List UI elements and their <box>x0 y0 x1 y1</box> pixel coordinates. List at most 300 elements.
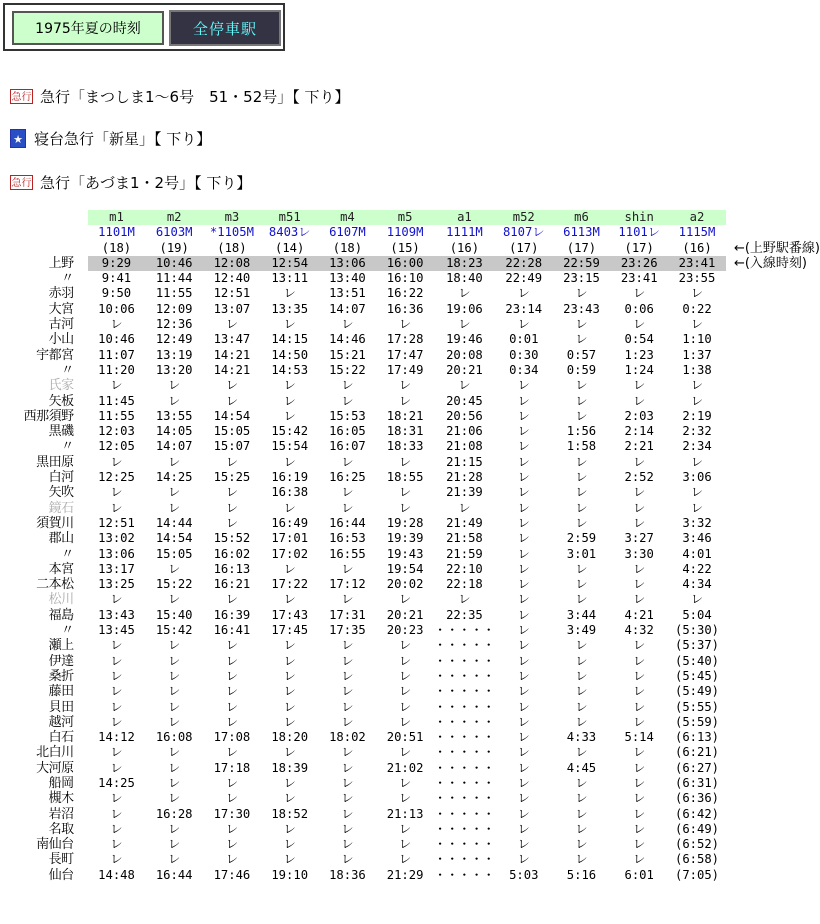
time-cell: 2:52 <box>624 470 654 485</box>
time-cell: 5:03 <box>509 867 539 882</box>
station-name: 船岡 <box>48 775 74 791</box>
train-link-1[interactable] <box>10 126 211 150</box>
timetable-row <box>0 761 820 776</box>
time-cell: レ <box>168 592 181 607</box>
time-cell: 0:30 <box>509 347 539 362</box>
time-cell: レ <box>341 317 354 332</box>
time-cell: レ <box>575 638 588 653</box>
time-cell: レ <box>517 653 530 668</box>
time-cell: 18:31 <box>386 424 424 439</box>
station-name: 槻木 <box>48 791 74 807</box>
time-cell: レ <box>517 485 530 500</box>
platform-row-cell: (17) <box>509 240 539 255</box>
time-cell: 0:01 <box>509 332 539 347</box>
time-cell: ・・・・・ <box>433 668 495 683</box>
time-cell: 14:21 <box>213 362 251 377</box>
time-cell: 20:21 <box>446 362 483 377</box>
platform-row-cell: (18) <box>101 240 132 255</box>
time-cell: レ <box>575 806 588 821</box>
time-cell: レ <box>399 653 412 668</box>
time-cell: レ <box>690 500 704 515</box>
station-name: 本宮 <box>48 561 74 577</box>
timetable-row <box>0 332 820 347</box>
arrival-note: ←(入線時刻) <box>733 255 807 271</box>
time-cell: 21:49 <box>446 515 483 530</box>
time-cell: 16:39 <box>213 607 251 622</box>
train-code-row-cell: m1 <box>88 210 146 225</box>
time-cell: 12:25 <box>98 470 135 485</box>
time-cell: レ <box>517 408 530 423</box>
time-cell: レ <box>633 745 646 760</box>
time-cell: レ <box>283 500 296 515</box>
time-cell: レ <box>633 500 646 515</box>
time-cell: 21:08 <box>446 439 483 454</box>
timetable-row <box>0 592 820 607</box>
time-cell: 5:14 <box>624 730 654 745</box>
train-number-row-cell: 8403レ <box>268 225 311 240</box>
time-cell: レ <box>168 500 181 515</box>
time-cell: レ <box>168 653 181 668</box>
time-cell: レ <box>110 684 123 699</box>
time-cell: 12:05 <box>98 439 135 454</box>
time-cell: レ <box>168 791 181 806</box>
time-cell: レ <box>283 378 296 393</box>
time-cell: レ <box>633 561 646 576</box>
platform-row <box>0 241 820 256</box>
time-cell: 22:35 <box>446 607 483 622</box>
time-cell: レ <box>517 714 530 729</box>
timetable-row <box>0 730 820 745</box>
time-cell: 21:13 <box>386 806 424 821</box>
time-cell: レ <box>575 592 588 607</box>
time-cell: レ <box>168 454 181 469</box>
time-cell: レ <box>225 745 238 760</box>
timetable-row <box>0 317 820 332</box>
time-cell: レ <box>341 500 354 515</box>
time-cell: レ <box>575 837 588 852</box>
time-cell: 21:28 <box>446 470 483 485</box>
time-cell: レ <box>633 454 646 469</box>
time-cell: レ <box>110 699 123 714</box>
time-cell: レ <box>399 485 412 500</box>
time-cell: 17:30 <box>213 806 251 821</box>
time-cell: レ <box>110 317 123 332</box>
time-cell: レ <box>341 638 354 653</box>
time-cell: レ <box>517 806 530 821</box>
time-cell: 14:25 <box>155 470 193 485</box>
time-cell: レ <box>110 485 123 500</box>
time-cell: レ <box>399 454 412 469</box>
station-name: 越河 <box>48 714 74 730</box>
time-cell: ・・・・・ <box>433 745 495 760</box>
time-cell: レ <box>225 653 238 668</box>
station-name: 須賀川 <box>36 515 74 531</box>
time-cell: 13:17 <box>98 561 135 576</box>
station-header-blank <box>0 241 88 256</box>
train-number-row-cell: 1115M <box>678 225 716 240</box>
time-cell: レ <box>168 775 181 790</box>
time-cell: レ <box>225 668 238 683</box>
time-cell: レ <box>341 806 354 821</box>
time-cell: ・・・・・ <box>433 714 495 729</box>
time-cell: ・・・・・ <box>433 730 495 745</box>
time-cell: ・・・・・ <box>433 775 495 790</box>
time-cell: 19:06 <box>446 301 483 316</box>
time-cell: 20:51 <box>386 730 424 745</box>
train-number-row-cell: 8107レ <box>502 225 545 240</box>
time-cell: ・・・・・ <box>433 684 495 699</box>
train-code-row <box>0 210 820 225</box>
time-cell: 12:51 <box>213 286 251 301</box>
time-cell: 17:01 <box>271 531 309 546</box>
time-cell: 19:39 <box>386 531 424 546</box>
time-cell: 11:07 <box>98 347 135 362</box>
time-cell: レ <box>168 378 181 393</box>
time-cell: レ <box>341 485 354 500</box>
time-cell: 2:19 <box>682 408 712 423</box>
time-cell: レ <box>225 454 238 469</box>
time-cell: レ <box>341 760 354 775</box>
time-cell: レ <box>341 561 354 576</box>
time-cell: 9:41 <box>101 271 132 286</box>
time-cell: レ <box>517 561 530 576</box>
time-cell: レ <box>399 775 412 790</box>
time-cell: 17:45 <box>271 623 309 638</box>
time-cell: 1:24 <box>624 362 654 377</box>
time-cell: レ <box>225 515 238 530</box>
station-name: 小山 <box>48 332 74 348</box>
timetable-row <box>0 745 820 760</box>
time-cell: 17:08 <box>213 730 251 745</box>
time-cell: 1:58 <box>566 439 597 454</box>
time-cell: レ <box>575 791 588 806</box>
tab-1975-summer[interactable]: 1975年夏の時刻 <box>12 11 164 45</box>
time-cell: レ <box>517 317 530 332</box>
time-cell: 16:08 <box>155 730 193 745</box>
time-cell: 15:25 <box>213 470 251 485</box>
time-cell: 23:41 <box>620 271 658 286</box>
time-cell: 13:45 <box>98 623 135 638</box>
time-cell: ・・・・・ <box>433 760 495 775</box>
time-cell: 14:46 <box>329 332 366 347</box>
time-cell: 17:02 <box>271 546 309 561</box>
time-cell: レ <box>575 577 588 592</box>
time-cell: 10:06 <box>98 301 135 316</box>
train-code-row-cell: m52 <box>495 210 553 225</box>
time-cell: レ <box>633 775 646 790</box>
time-cell: 16:07 <box>329 439 366 454</box>
time-cell: レ <box>168 638 181 653</box>
time-cell: 21:02 <box>386 760 424 775</box>
time-cell: レ <box>168 852 181 867</box>
time-cell: 2:34 <box>682 439 712 454</box>
train-link-2[interactable] <box>10 170 251 194</box>
station-name: 古河 <box>48 317 74 333</box>
time-cell: レ <box>399 500 412 515</box>
time-cell: ・・・・・ <box>433 806 495 821</box>
time-cell: レ <box>399 821 412 836</box>
time-cell: レ <box>399 837 412 852</box>
time-cell: レ <box>633 806 646 821</box>
time-cell: レ <box>110 837 123 852</box>
time-cell: レ <box>110 378 123 393</box>
time-cell: 16:13 <box>213 561 251 576</box>
station-name: 桑折 <box>48 668 74 684</box>
time-cell: 17:31 <box>329 607 366 622</box>
time-cell: 4:32 <box>624 623 654 638</box>
station-name: 〃 <box>61 439 74 455</box>
time-cell: 3:44 <box>566 607 597 622</box>
time-cell: 9:50 <box>101 286 132 301</box>
time-cell: レ <box>633 699 646 714</box>
time-cell: 3:46 <box>682 531 712 546</box>
time-cell: レ <box>341 684 354 699</box>
time-cell: レ <box>575 745 588 760</box>
time-cell: レ <box>225 791 238 806</box>
time-cell: 19:46 <box>446 332 483 347</box>
time-cell: 16:41 <box>213 623 251 638</box>
time-cell: レ <box>575 485 588 500</box>
timetable-row <box>0 654 820 669</box>
timetable-row <box>0 822 820 837</box>
station-name: 白石 <box>48 730 74 746</box>
time-cell: レ <box>399 791 412 806</box>
time-cell: レ <box>517 837 530 852</box>
timetable-row <box>0 409 820 424</box>
time-cell: 19:54 <box>386 561 424 576</box>
time-cell: 1:23 <box>624 347 654 362</box>
timetable-row <box>0 470 820 485</box>
time-cell: 3:06 <box>682 470 712 485</box>
time-cell: レ <box>110 745 123 760</box>
time-cell: 21:15 <box>446 454 483 469</box>
time-cell: レ <box>168 699 181 714</box>
time-cell: レ <box>517 775 530 790</box>
platform-row-cell: (17) <box>566 240 597 255</box>
time-cell: 14:44 <box>155 515 193 530</box>
train-number-row-cell: 6107M <box>329 225 366 240</box>
time-cell: レ <box>517 730 530 745</box>
station-name: 伊達 <box>48 653 74 669</box>
time-cell: レ <box>110 714 123 729</box>
time-cell: レ <box>575 653 588 668</box>
time-cell: 13:40 <box>329 271 366 286</box>
time-cell: レ <box>168 821 181 836</box>
time-cell: 0:06 <box>624 301 654 316</box>
time-cell: 13:06 <box>98 546 135 561</box>
time-cell: レ <box>517 546 530 561</box>
time-cell: 18:21 <box>386 408 424 423</box>
time-cell: 14:48 <box>98 867 135 882</box>
time-cell: レ <box>168 745 181 760</box>
time-cell: レ <box>633 791 646 806</box>
time-cell: レ <box>341 714 354 729</box>
station-name: 氏家 <box>48 378 74 394</box>
time-cell: レ <box>225 592 238 607</box>
time-cell: 16:28 <box>155 806 193 821</box>
time-cell: ・・・・・ <box>433 699 495 714</box>
time-cell: 13:25 <box>98 577 135 592</box>
timetable-row <box>0 715 820 730</box>
station-name: 上野 <box>48 255 74 271</box>
time-cell: レ <box>690 286 704 301</box>
time-cell: ・・・・・ <box>433 852 495 867</box>
train-number-row-cell: 6103M <box>155 225 193 240</box>
station-name: 瀬上 <box>48 638 74 654</box>
time-cell: 21:06 <box>446 424 483 439</box>
time-cell: レ <box>690 378 704 393</box>
time-cell: レ <box>458 592 471 607</box>
time-cell: (7:05) <box>674 867 720 882</box>
time-cell: 17:12 <box>329 577 366 592</box>
platform-row-cell: (18) <box>332 240 363 255</box>
express-icon: 急行 <box>10 175 33 190</box>
time-cell: レ <box>283 592 296 607</box>
train-number-row-cell: 1109M <box>386 225 424 240</box>
train-number-row-cell: *1105M <box>209 225 254 240</box>
time-cell: レ <box>110 821 123 836</box>
time-cell: レ <box>575 500 588 515</box>
time-cell: (5:37) <box>674 638 720 653</box>
tab-all-stop-stations[interactable]: 全停車駅 <box>169 10 281 46</box>
time-cell: 21:59 <box>446 546 483 561</box>
time-cell: レ <box>341 592 354 607</box>
time-cell: ・・・・・ <box>433 638 495 653</box>
time-cell: 21:29 <box>386 867 424 882</box>
time-cell: レ <box>283 653 296 668</box>
time-cell: レ <box>399 638 412 653</box>
train-code-row-cell: m51 <box>261 210 319 225</box>
time-cell: レ <box>575 317 588 332</box>
time-cell: 18:02 <box>329 730 366 745</box>
time-cell: レ <box>633 592 646 607</box>
station-name: 福島 <box>48 607 74 623</box>
time-cell: レ <box>225 393 238 408</box>
time-cell: レ <box>168 714 181 729</box>
time-cell: 19:43 <box>386 546 424 561</box>
timetable-row <box>0 868 820 883</box>
time-cell: 23:26 <box>610 256 668 271</box>
time-cell: レ <box>399 393 412 408</box>
time-cell: ・・・・・ <box>433 867 495 882</box>
time-cell: レ <box>633 317 646 332</box>
timetable-row <box>0 852 820 867</box>
time-cell: 17:46 <box>213 867 251 882</box>
timetable-row <box>0 700 820 715</box>
time-cell: (5:59) <box>674 714 720 729</box>
time-cell: 17:43 <box>271 607 309 622</box>
time-cell: 15:40 <box>155 607 193 622</box>
time-cell: 17:22 <box>271 577 309 592</box>
station-name: 矢板 <box>48 393 74 409</box>
time-cell: レ <box>633 837 646 852</box>
time-cell: レ <box>225 775 238 790</box>
timetable-row <box>0 531 820 546</box>
time-cell: レ <box>399 714 412 729</box>
time-cell: 14:15 <box>271 332 309 347</box>
time-cell: レ <box>110 653 123 668</box>
station-name: 大河原 <box>36 760 74 776</box>
time-cell: (6:27) <box>674 760 720 775</box>
time-cell: 18:33 <box>386 439 424 454</box>
time-cell: レ <box>517 592 530 607</box>
time-cell: レ <box>399 684 412 699</box>
time-cell: (6:42) <box>674 806 720 821</box>
time-cell: 16:22 <box>386 286 424 301</box>
time-cell: レ <box>633 821 646 836</box>
time-cell: 20:21 <box>386 607 424 622</box>
time-cell: 16:02 <box>213 546 251 561</box>
station-name: 仙台 <box>48 867 74 883</box>
time-cell: レ <box>225 852 238 867</box>
time-cell: レ <box>168 668 181 683</box>
time-cell: 16:44 <box>329 515 366 530</box>
time-cell: 11:44 <box>155 271 193 286</box>
time-cell: レ <box>575 332 588 347</box>
time-cell: レ <box>575 821 588 836</box>
time-cell: レ <box>517 378 530 393</box>
time-cell: (5:49) <box>674 684 720 699</box>
time-cell: 16:21 <box>213 577 251 592</box>
time-cell: 11:45 <box>98 393 135 408</box>
time-cell: レ <box>341 393 354 408</box>
timetable-row <box>0 669 820 684</box>
time-cell: レ <box>225 699 238 714</box>
timetable-row <box>0 378 820 393</box>
time-cell: 5:04 <box>682 607 712 622</box>
time-cell: (6:13) <box>674 730 720 745</box>
timetable-row <box>0 302 820 317</box>
time-cell: レ <box>283 317 296 332</box>
time-cell: 4:45 <box>566 760 597 775</box>
time-cell: ・・・・・ <box>433 837 495 852</box>
train-link-label: 寝台急行「新星」【 下り】 <box>34 129 212 148</box>
time-cell: レ <box>399 699 412 714</box>
time-cell: レ <box>517 745 530 760</box>
time-cell: 9:29 <box>88 256 146 271</box>
time-cell: 4:34 <box>682 577 712 592</box>
timetable-row <box>0 791 820 806</box>
time-cell: レ <box>283 668 296 683</box>
time-cell: レ <box>168 837 181 852</box>
time-cell: レ <box>517 500 530 515</box>
platform-row-cell: (15) <box>390 240 420 255</box>
time-cell: 18:36 <box>329 867 366 882</box>
time-cell: 23:41 <box>668 256 726 271</box>
time-cell: レ <box>399 668 412 683</box>
time-cell: レ <box>399 317 412 332</box>
timetable-row <box>0 516 820 531</box>
time-cell: レ <box>575 286 588 301</box>
time-cell: レ <box>690 454 704 469</box>
platform-row-cell: (19) <box>159 240 189 255</box>
train-link-0[interactable] <box>10 84 350 108</box>
time-cell: レ <box>517 470 530 485</box>
time-cell: (6:21) <box>674 745 720 760</box>
time-cell: 1:37 <box>682 347 712 362</box>
station-name: 郡山 <box>48 531 74 547</box>
time-cell: 17:18 <box>213 760 251 775</box>
time-cell: レ <box>633 515 646 530</box>
station-name: 岩沼 <box>48 806 74 822</box>
time-cell: レ <box>458 286 471 301</box>
time-cell: (6:49) <box>674 821 720 836</box>
time-cell: レ <box>283 699 296 714</box>
time-cell: (5:55) <box>674 699 720 714</box>
platform-row-cell: (16) <box>682 240 712 255</box>
time-cell: 16:00 <box>376 256 434 271</box>
time-cell: レ <box>283 745 296 760</box>
